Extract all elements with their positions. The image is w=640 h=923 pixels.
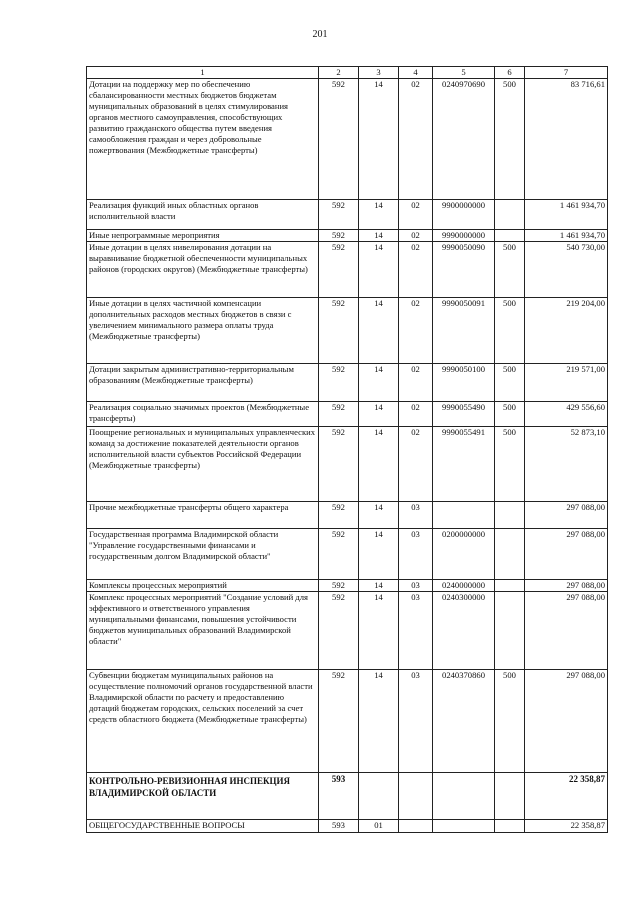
row-ministry: 593 — [319, 773, 359, 820]
row-section — [359, 773, 399, 820]
row-section: 14 — [359, 592, 399, 670]
row-expense-type — [495, 502, 525, 529]
row-name: Иные дотации в целях частичной компенсации дополнительных расходов местных бюджетов в связи с увеличением минимального размера оплаты труда (Межбюджетные трансферты) — [87, 298, 319, 364]
row-subsection: 03 — [399, 592, 433, 670]
header-cell: 4 — [399, 67, 433, 79]
table-row — [87, 364, 608, 402]
row-section: 14 — [359, 502, 399, 529]
row-name: Поощрение региональных и муниципальных управленческих команд за достижение показателей деятельности органов исполнительной власти субъектов Российской Федерации (Межбюджетные трансферты) — [87, 427, 319, 502]
row-target: 0240300000 — [433, 592, 495, 670]
row-section: 14 — [359, 427, 399, 502]
table-row — [87, 502, 608, 529]
row-amount: 429 556,60 — [525, 402, 608, 427]
row-amount: 22 358,87 — [525, 820, 608, 833]
row-expense-type — [495, 592, 525, 670]
row-expense-type: 500 — [495, 670, 525, 773]
row-subsection: 02 — [399, 79, 433, 200]
row-amount: 83 716,61 — [525, 79, 608, 200]
row-target: 9990055491 — [433, 427, 495, 502]
row-ministry: 592 — [319, 79, 359, 200]
row-name: Дотации на поддержку мер по обеспечению сбалансированности местных бюджетов бюджетам муниципальных образований в целях стимулирования органов местного самоуправления, способствующих развитию гражданского общества путем введения самообложения граждан и через добровольные пожертвования (Межбюджетные трансферты) — [87, 79, 319, 200]
row-amount: 52 873,10 — [525, 427, 608, 502]
row-expense-type: 500 — [495, 364, 525, 402]
row-expense-type: 500 — [495, 298, 525, 364]
row-ministry: 592 — [319, 364, 359, 402]
row-target — [433, 502, 495, 529]
row-subsection: 03 — [399, 580, 433, 592]
row-ministry: 593 — [319, 820, 359, 833]
row-expense-type — [495, 529, 525, 580]
row-subsection: 02 — [399, 242, 433, 298]
table-row — [87, 298, 608, 364]
row-amount: 219 204,00 — [525, 298, 608, 364]
row-name: Иные непрограммные мероприятия — [87, 230, 319, 242]
row-subsection: 02 — [399, 200, 433, 230]
row-target — [433, 820, 495, 833]
row-name: Дотации закрытым административно-территориальным образованиям (Межбюджетные трансферты) — [87, 364, 319, 402]
table-row — [87, 427, 608, 502]
row-target: 9990050091 — [433, 298, 495, 364]
row-target: 0240370860 — [433, 670, 495, 773]
row-expense-type: 500 — [495, 427, 525, 502]
row-ministry: 592 — [319, 502, 359, 529]
table-row — [87, 242, 608, 298]
row-section: 14 — [359, 298, 399, 364]
row-amount: 297 088,00 — [525, 592, 608, 670]
row-target: 9990050100 — [433, 364, 495, 402]
row-name: Комплексы процессных мероприятий — [87, 580, 319, 592]
row-ministry: 592 — [319, 580, 359, 592]
row-amount: 540 730,00 — [525, 242, 608, 298]
page-number: 201 — [312, 29, 328, 40]
row-section: 14 — [359, 529, 399, 580]
row-expense-type: 500 — [495, 79, 525, 200]
row-expense-type: 500 — [495, 242, 525, 298]
row-name: Государственная программа Владимирской области "Управление государственными финансами и государственным долгом Владимирской области" — [87, 529, 319, 580]
header-cell: 2 — [319, 67, 359, 79]
row-amount: 297 088,00 — [525, 529, 608, 580]
row-expense-type: 500 — [495, 402, 525, 427]
row-amount: 297 088,00 — [525, 580, 608, 592]
row-subsection: 02 — [399, 427, 433, 502]
row-section: 14 — [359, 402, 399, 427]
row-ministry: 592 — [319, 670, 359, 773]
row-subsection: 02 — [399, 230, 433, 242]
table-row — [87, 79, 608, 200]
row-name: Реализация социально значимых проектов (Межбюджетные трансферты) — [87, 402, 319, 427]
row-name: КОНТРОЛЬНО-РЕВИЗИОННАЯ ИНСПЕКЦИЯ ВЛАДИМИРСКОЙ ОБЛАСТИ — [87, 773, 319, 820]
row-target: 0240000000 — [433, 580, 495, 592]
row-amount: 219 571,00 — [525, 364, 608, 402]
row-section: 14 — [359, 200, 399, 230]
header-cell: 7 — [525, 67, 608, 79]
row-target: 9990050090 — [433, 242, 495, 298]
table-row — [87, 670, 608, 773]
row-subsection: 03 — [399, 502, 433, 529]
row-section: 14 — [359, 79, 399, 200]
row-target: 9990055490 — [433, 402, 495, 427]
budget-table — [86, 66, 608, 833]
header-cell: 6 — [495, 67, 525, 79]
row-amount: 297 088,00 — [525, 670, 608, 773]
row-ministry: 592 — [319, 230, 359, 242]
row-expense-type — [495, 773, 525, 820]
table-row — [87, 200, 608, 230]
row-subsection: 03 — [399, 529, 433, 580]
table-row — [87, 402, 608, 427]
row-subsection: 02 — [399, 298, 433, 364]
row-ministry: 592 — [319, 298, 359, 364]
row-target: 9990000000 — [433, 230, 495, 242]
header-cell: 5 — [433, 67, 495, 79]
row-amount: 1 461 934,70 — [525, 200, 608, 230]
row-name: Прочие межбюджетные трансферты общего характера — [87, 502, 319, 529]
table-row — [87, 592, 608, 670]
row-amount: 297 088,00 — [525, 502, 608, 529]
header-cell: 1 — [87, 67, 319, 79]
row-target: 0200000000 — [433, 529, 495, 580]
row-section: 14 — [359, 242, 399, 298]
row-name: Реализация функций иных областных органов исполнительной власти — [87, 200, 319, 230]
row-amount: 22 358,87 — [525, 773, 608, 820]
row-name: ОБЩЕГОСУДАРСТВЕННЫЕ ВОПРОСЫ — [87, 820, 319, 833]
row-name: Субвенции бюджетам муниципальных районов на осуществление полномочий органов государственной власти Владимирской области по расчету и предоставлению дотаций бюджетам городских, сельских поселений за счет средств областного бюджета (Межбюджетные трансферты) — [87, 670, 319, 773]
row-ministry: 592 — [319, 402, 359, 427]
row-subsection — [399, 773, 433, 820]
row-section: 14 — [359, 580, 399, 592]
table-row — [87, 820, 608, 833]
row-target: 9900000000 — [433, 200, 495, 230]
row-amount: 1 461 934,70 — [525, 230, 608, 242]
header-row — [87, 67, 608, 79]
row-subsection: 03 — [399, 670, 433, 773]
row-subsection: 02 — [399, 402, 433, 427]
row-section: 14 — [359, 364, 399, 402]
row-section: 14 — [359, 670, 399, 773]
row-subsection — [399, 820, 433, 833]
row-ministry: 592 — [319, 529, 359, 580]
row-name: Комплекс процессных мероприятий "Создание условий для эффективного и ответственного управления муниципальными финансами, повышения устойчивости бюджетов муниципальных образований Владимирской области" — [87, 592, 319, 670]
row-target: 0240970690 — [433, 79, 495, 200]
row-section: 01 — [359, 820, 399, 833]
table-row — [87, 773, 608, 820]
row-ministry: 592 — [319, 427, 359, 502]
table-row — [87, 230, 608, 242]
row-expense-type — [495, 230, 525, 242]
row-name: Иные дотации в целях нивелирования дотации на выравнивание бюджетной обеспеченности муниципальных районов (городских округов) (Межбюджетные трансферты) — [87, 242, 319, 298]
header-cell: 3 — [359, 67, 399, 79]
row-ministry: 592 — [319, 592, 359, 670]
row-ministry: 592 — [319, 242, 359, 298]
table-row — [87, 529, 608, 580]
row-target — [433, 773, 495, 820]
table-row — [87, 580, 608, 592]
row-expense-type — [495, 200, 525, 230]
row-ministry: 592 — [319, 200, 359, 230]
row-section: 14 — [359, 230, 399, 242]
row-subsection: 02 — [399, 364, 433, 402]
row-expense-type — [495, 820, 525, 833]
row-expense-type — [495, 580, 525, 592]
